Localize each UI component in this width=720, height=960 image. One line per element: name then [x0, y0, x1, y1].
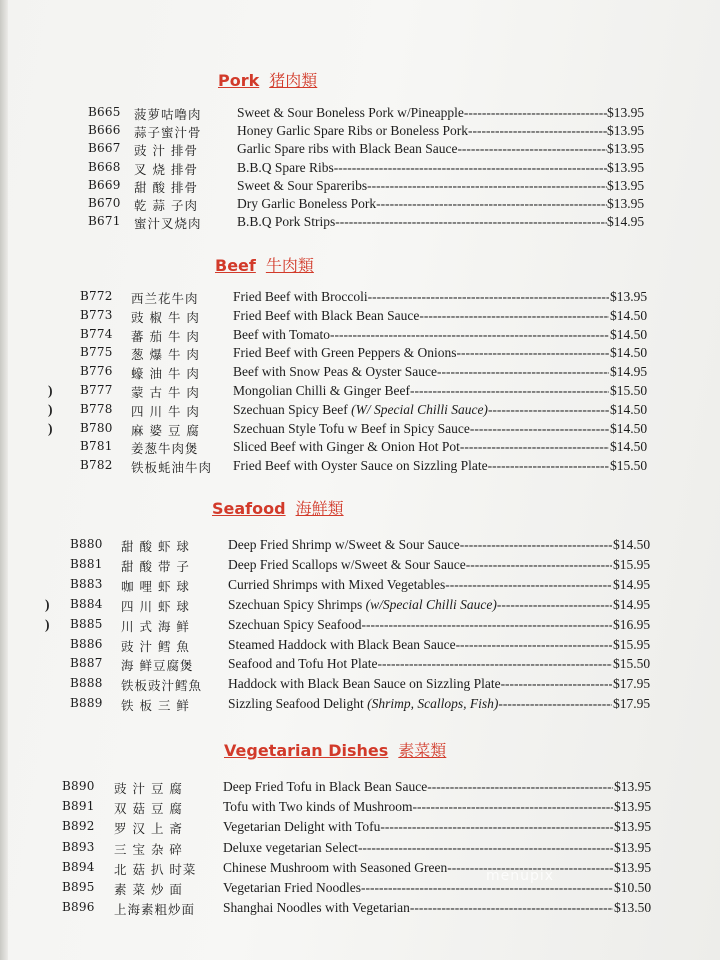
item-name [233, 439, 460, 455]
item-name [233, 345, 456, 361]
section-heading [212, 496, 344, 519]
menu-item-row [0, 105, 720, 123]
leader-dashes [460, 439, 609, 455]
item-description [237, 178, 607, 194]
item-chinese-name: 豉 汁 排骨 [134, 143, 198, 159]
section-title-en: Vegetarian Dishes [224, 741, 389, 760]
item-price: $13.95 [607, 123, 645, 139]
item-name [233, 308, 419, 324]
item-chinese-name: 甜 酸 排骨 [134, 179, 198, 195]
item-code: B884 [70, 596, 103, 611]
item-price: $14.50 [610, 345, 648, 361]
item-description [228, 696, 612, 712]
item-chinese-name: 四 川 牛 肉 [131, 403, 200, 419]
item-price: $13.95 [607, 141, 645, 157]
leader-dashes [497, 597, 612, 613]
section-title-zh: 猪肉類 [269, 71, 318, 90]
item-description [228, 617, 612, 633]
item-name [223, 880, 361, 896]
item-name-text: Szechuan Spicy Seafood [228, 616, 362, 632]
item-note: (w/Special Chilli Sauce) [365, 596, 497, 612]
item-description [233, 439, 609, 455]
item-description [223, 880, 613, 896]
leader-dashes [335, 214, 607, 230]
item-name-text: Szechuan Spicy Beef [233, 401, 352, 417]
item-name [233, 364, 437, 380]
item-chinese-name: 罗 汉 上 斋 [114, 821, 183, 837]
item-chinese-name: 铁 板 三 鲜 [121, 698, 190, 714]
item-description [237, 141, 607, 157]
leader-dashes [358, 840, 613, 856]
item-name [223, 900, 410, 916]
menu-item-row [0, 779, 720, 797]
leader-dashes [460, 537, 612, 553]
item-price: $13.50 [614, 900, 652, 916]
item-price: $15.50 [610, 383, 648, 398]
item-chinese-name: 上海素粗炒面 [114, 902, 196, 918]
leader-dashes [330, 327, 609, 343]
item-description [223, 840, 613, 856]
section-heading [215, 253, 314, 276]
item-name-text: Fried Beef with Oyster Sauce on Sizzling Plate [233, 458, 488, 474]
item-name-text: Beef with Tomato [233, 326, 331, 342]
menu-item-row [0, 402, 720, 420]
item-description [237, 196, 607, 212]
item-price: $15.50 [610, 458, 648, 474]
item-name-text: Sweet & Sour Boneless Pork w/Pineapple [237, 105, 464, 120]
menu-item-row [0, 141, 720, 159]
item-name-text: Sliced Beef with Ginger & Onion Hot Pot [233, 439, 460, 455]
item-name-text: Deep Fried Tofu in Black Bean Sauce [223, 779, 428, 794]
item-price: $16.95 [613, 616, 651, 632]
item-name-text: B.B.Q Pork Strips [237, 214, 336, 230]
item-chinese-name: 豉 椒 牛 肉 [131, 309, 200, 325]
item-chinese-name: 葱 爆 牛 肉 [131, 347, 200, 363]
item-name [228, 577, 445, 593]
menu-item-row [0, 799, 720, 817]
item-price: $10.50 [614, 880, 652, 895]
item-price: $13.95 [607, 177, 645, 193]
leader-dashes [456, 637, 612, 653]
item-name-text: Mongolian Chilli & Ginger Beef [233, 383, 410, 398]
item-chinese-name: 四 川 虾 球 [121, 598, 190, 614]
item-chinese-name: 三 宝 杂 碎 [114, 841, 183, 857]
leader-dashes [427, 779, 613, 795]
item-description [228, 597, 612, 613]
item-chinese-name: 麻 婆 豆 腐 [131, 422, 200, 438]
item-description [223, 860, 613, 876]
item-price: $14.95 [610, 364, 648, 380]
item-description [228, 656, 612, 672]
menu-item-row [0, 840, 720, 858]
item-chinese-name: 甜 酸 虾 球 [121, 539, 190, 554]
item-description [228, 537, 612, 553]
item-description [233, 402, 609, 418]
item-code: B671 [88, 214, 121, 229]
menu-item-row [0, 860, 720, 878]
menu-item-row [0, 537, 720, 555]
item-price: $13.95 [614, 859, 652, 875]
item-code: B669 [88, 177, 121, 192]
item-price: $13.95 [614, 819, 652, 835]
item-name [223, 779, 427, 795]
section-title-en: Beef [215, 256, 256, 275]
item-chinese-name: 川 式 海 鲜 [121, 618, 190, 634]
item-name-text: Honey Garlic Spare Ribs or Boneless Pork [237, 123, 468, 139]
item-name [228, 537, 460, 553]
item-name [233, 327, 330, 343]
item-chinese-name: 蒙 古 牛 肉 [131, 385, 200, 400]
item-name [228, 676, 501, 692]
item-name-text: Sweet & Sour Spareribs [237, 177, 368, 193]
item-name-text: Vegetarian Fried Noodles [223, 880, 361, 895]
item-name-text: Beef with Snow Peas & Oyster Sauce [233, 364, 437, 380]
item-name [237, 141, 457, 157]
menu-item-row [0, 439, 720, 457]
item-description [228, 637, 612, 653]
item-name [233, 458, 488, 474]
item-name [228, 597, 497, 613]
spicy-marker: ) [48, 383, 53, 398]
menu-item-row [0, 308, 720, 326]
menu-item-row [0, 557, 720, 575]
item-chinese-name: 蠔 油 牛 肉 [131, 366, 200, 382]
item-name-text: Fried Beef with Broccoli [233, 289, 368, 304]
item-name-text: Deep Fried Scallops w/Sweet & Sour Sauce [228, 556, 466, 572]
item-description [237, 105, 607, 121]
item-code: B880 [70, 537, 103, 551]
item-code: B665 [88, 105, 121, 119]
item-description [233, 383, 609, 399]
item-description [233, 327, 609, 343]
item-price: $13.95 [614, 799, 652, 815]
item-price: $17.95 [613, 696, 651, 712]
item-price: $15.95 [613, 556, 651, 572]
item-code: B775 [80, 345, 113, 360]
item-name [237, 214, 335, 230]
item-chinese-name: 铁板豉汁鳕魚 [121, 678, 203, 694]
item-code: B889 [70, 696, 103, 711]
item-price: $14.50 [613, 537, 651, 552]
item-description [237, 123, 607, 139]
spicy-marker: ) [45, 596, 50, 612]
leader-dashes [410, 383, 609, 399]
menu-item-row [0, 819, 720, 837]
section-title-en: Pork [218, 71, 260, 90]
item-code: B894 [62, 859, 95, 874]
item-name [233, 402, 488, 418]
item-name [223, 799, 413, 815]
leader-dashes [368, 289, 609, 305]
item-description [228, 557, 612, 573]
menu-item-row [0, 597, 720, 615]
item-chinese-name: 叉 烧 排骨 [134, 161, 198, 177]
item-chinese-name: 素 菜 炒 面 [114, 882, 183, 897]
item-code: B885 [70, 616, 103, 631]
spicy-marker: ) [48, 420, 53, 436]
menu-item-row [0, 160, 720, 178]
item-chinese-name: 北 菇 扒 时菜 [114, 861, 197, 877]
item-name [228, 637, 456, 653]
leader-dashes [456, 345, 609, 361]
item-description [223, 779, 613, 795]
item-name-text: Szechuan Spicy Shrimps [228, 596, 366, 612]
item-code: B772 [80, 289, 113, 303]
item-chinese-name: 西兰花牛肉 [131, 291, 199, 306]
item-code: B774 [80, 326, 113, 341]
item-description [228, 676, 612, 692]
item-name [223, 819, 380, 835]
item-name [228, 696, 498, 712]
item-price: $14.50 [610, 326, 648, 342]
item-name [237, 178, 367, 194]
item-name [228, 617, 361, 633]
leader-dashes [419, 308, 609, 324]
item-code: B778 [80, 401, 113, 416]
item-name-text: Sizzling Seafood Delight [228, 696, 368, 712]
leader-dashes [501, 676, 612, 692]
item-chinese-name: 甜 酸 带 子 [121, 558, 190, 574]
menu-item-row [0, 676, 720, 694]
item-name [223, 840, 358, 856]
item-description [223, 900, 613, 916]
menu-item-row [0, 421, 720, 439]
item-code: B670 [88, 196, 121, 210]
leader-dashes [410, 900, 613, 916]
item-price: $14.50 [610, 420, 648, 436]
menu-item-row [0, 900, 720, 918]
menu-item-row [0, 577, 720, 595]
menu-item-row [0, 458, 720, 476]
item-name-text: Fried Beef with Black Bean Sauce [233, 307, 420, 323]
item-code: B777 [80, 383, 113, 397]
item-price: $17.95 [613, 676, 651, 692]
item-price: $13.95 [614, 839, 652, 855]
item-code: B895 [62, 880, 95, 894]
item-name [237, 196, 376, 212]
item-name-text: Steamed Haddock with Black Bean Sauce [228, 636, 456, 652]
item-code: B780 [80, 420, 113, 435]
item-code: B781 [80, 439, 113, 454]
leader-dashes [437, 364, 609, 380]
leader-dashes [378, 656, 612, 672]
item-price: $13.95 [607, 196, 645, 211]
item-chinese-name: 铁板蚝油牛肉 [131, 460, 213, 476]
item-name-text: Haddock with Black Bean Sauce on Sizzling Plate [228, 676, 501, 692]
item-name [237, 105, 464, 121]
menu-item-row [0, 637, 720, 655]
item-name [228, 656, 378, 672]
item-price: $14.50 [610, 307, 648, 323]
item-name [233, 421, 470, 437]
menu-item-row [0, 178, 720, 196]
leader-dashes [468, 123, 607, 139]
item-code: B881 [70, 556, 103, 571]
item-code: B888 [70, 676, 103, 691]
menu-item-row [0, 383, 720, 401]
menu-item-row [0, 880, 720, 898]
item-chinese-name: 豉 汁 豆 腐 [114, 781, 183, 796]
item-note: (Shrimp, Scallops, Fish) [367, 696, 499, 712]
item-note: (W/ Special Chilli Sauce) [351, 401, 488, 417]
item-price: $14.95 [607, 214, 645, 230]
item-description [223, 819, 613, 835]
leader-dashes [470, 421, 609, 437]
item-code: B891 [62, 799, 95, 814]
item-description [233, 458, 609, 474]
item-name [223, 860, 447, 876]
menu-item-row [0, 327, 720, 345]
menu-item-row [0, 364, 720, 382]
leader-dashes [380, 819, 613, 835]
item-name-text: Curried Shrimps with Mixed Vegetables [228, 576, 446, 592]
leader-dashes [445, 577, 612, 593]
item-code: B893 [62, 839, 95, 854]
item-price: $14.95 [613, 576, 651, 592]
leader-dashes [376, 196, 607, 212]
item-code: B782 [80, 458, 113, 473]
item-name [237, 160, 334, 176]
item-code: B887 [70, 656, 103, 671]
item-name [233, 289, 368, 305]
item-name-text: Chinese Mushroom with Seasoned Green [223, 859, 448, 875]
item-name-text: B.B.Q Spare Ribs [237, 159, 334, 175]
item-name-text: Deluxe vegetarian Select [223, 839, 358, 855]
item-chinese-name: 乾 蒜 子肉 [134, 198, 198, 213]
leader-dashes [457, 141, 607, 157]
item-chinese-name: 菠萝咕噜肉 [134, 107, 202, 122]
item-price: $13.95 [610, 289, 648, 304]
menu-item-row [0, 214, 720, 232]
item-code: B892 [62, 819, 95, 834]
section-title-zh: 海鮮類 [295, 499, 344, 518]
item-description [233, 345, 609, 361]
item-description [228, 577, 612, 593]
menu-item-row [0, 289, 720, 307]
item-name [233, 383, 410, 399]
item-name-text: Seafood and Tofu Hot Plate [228, 656, 378, 672]
item-name [237, 123, 468, 139]
item-name-text: Dry Garlic Boneless Pork [237, 196, 377, 211]
spicy-marker: ) [48, 401, 53, 417]
leader-dashes [367, 178, 607, 194]
item-code: B667 [88, 141, 121, 156]
item-chinese-name: 海 鲜豆腐煲 [121, 658, 194, 674]
item-code: B668 [88, 159, 121, 174]
watermark: menupix [486, 868, 555, 884]
item-name-text: Tofu with Two kinds of Mushroom [223, 799, 413, 815]
item-name [228, 557, 466, 573]
item-name-text: Shanghai Noodles with Vegetarian [223, 900, 410, 916]
item-description [233, 289, 609, 305]
section-title-zh: 牛肉類 [265, 256, 314, 275]
menu-item-row [0, 123, 720, 141]
item-chinese-name: 蒜子蜜汁骨 [134, 125, 202, 141]
item-description [233, 308, 609, 324]
item-description [237, 160, 607, 176]
item-description [233, 364, 609, 380]
item-price: $14.50 [610, 401, 648, 417]
item-price: $15.95 [613, 636, 651, 652]
spicy-marker: ) [45, 616, 50, 632]
item-chinese-name: 咖 哩 虾 球 [121, 578, 190, 594]
leader-dashes [488, 458, 609, 474]
section-heading [218, 68, 317, 91]
leader-dashes [466, 557, 612, 573]
section-heading [224, 738, 446, 761]
item-code: B776 [80, 364, 113, 379]
leader-dashes [413, 799, 614, 815]
item-code: B896 [62, 900, 95, 915]
item-chinese-name: 姜葱牛肉煲 [131, 441, 199, 457]
item-price: $13.95 [607, 105, 645, 120]
item-price: $14.50 [610, 439, 648, 455]
item-chinese-name: 豉 汁 鳕 魚 [121, 638, 190, 654]
menu-item-row [0, 656, 720, 674]
menu-item-row [0, 345, 720, 363]
item-price: $15.50 [613, 656, 651, 672]
item-price: $13.95 [614, 779, 652, 794]
item-code: B890 [62, 779, 95, 793]
item-name-text: Szechuan Style Tofu w Beef in Spicy Sauce [233, 420, 470, 436]
leader-dashes [488, 402, 609, 418]
section-title-zh: 素菜類 [398, 741, 447, 760]
section-title-en: Seafood [212, 499, 286, 518]
item-code: B886 [70, 636, 103, 651]
item-code: B666 [88, 123, 121, 138]
menu-item-row [0, 617, 720, 635]
leader-dashes [361, 617, 612, 633]
item-description [233, 421, 609, 437]
item-name-text: Vegetarian Delight with Tofu [223, 819, 381, 835]
leader-dashes [464, 105, 607, 121]
item-code: B883 [70, 576, 103, 591]
item-price: $14.95 [613, 596, 651, 612]
menu-item-row [0, 196, 720, 214]
item-chinese-name: 蜜汁叉烧肉 [134, 216, 202, 232]
item-description [223, 799, 613, 815]
item-price: $13.95 [607, 159, 645, 175]
item-description [237, 214, 607, 230]
leader-dashes [498, 696, 612, 712]
leader-dashes [334, 160, 607, 176]
item-name-text: Deep Fried Shrimp w/Sweet & Sour Sauce [228, 537, 460, 552]
item-chinese-name: 双 菇 豆 腐 [114, 801, 183, 817]
item-name-text: Fried Beef with Green Peppers & Onions [233, 345, 457, 361]
menu-item-row [0, 696, 720, 714]
item-chinese-name: 蕃 茄 牛 肉 [131, 328, 200, 344]
item-code: B773 [80, 307, 113, 322]
item-name-text: Garlic Spare ribs with Black Bean Sauce [237, 141, 458, 157]
